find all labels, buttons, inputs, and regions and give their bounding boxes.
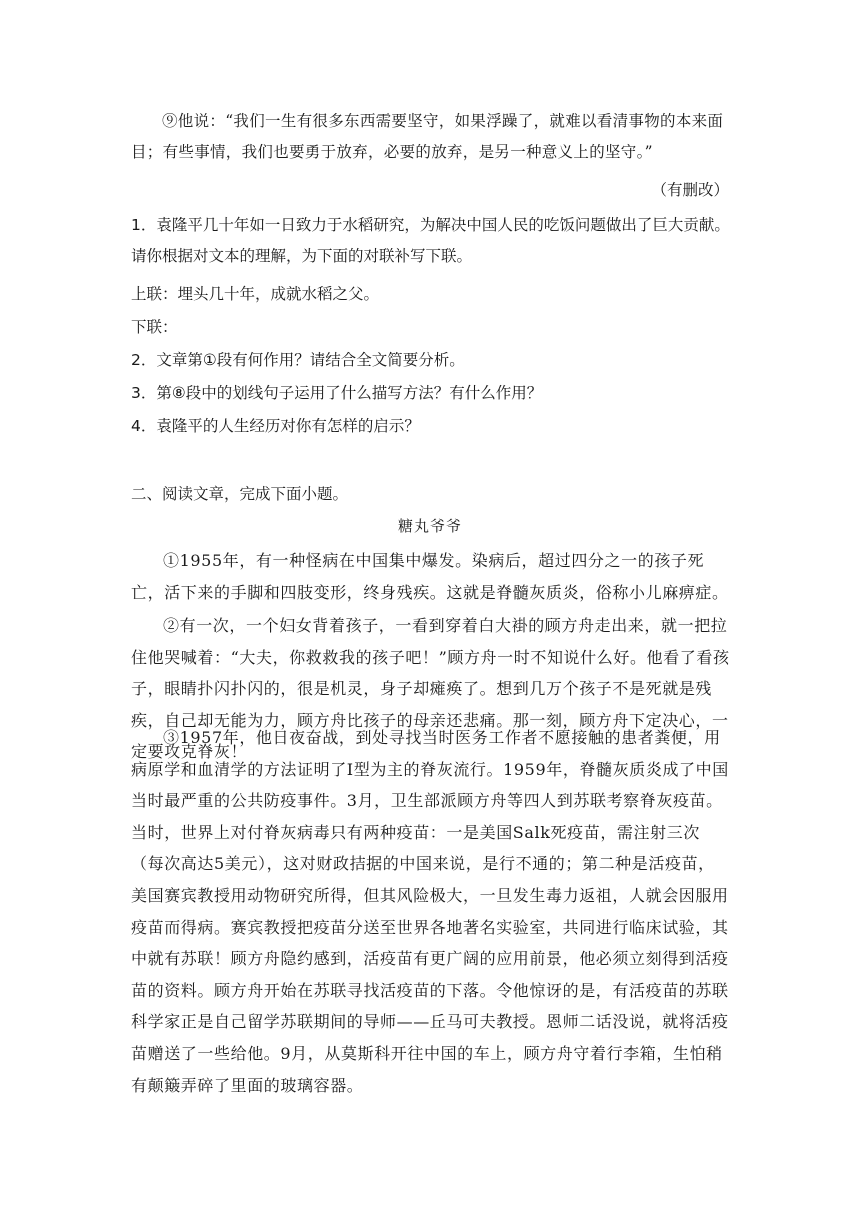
couplet-upper: 上联：埋头几十年，成就水稻之父。: [131, 285, 380, 303]
question-1: 1．袁隆平几十年如一日致力于水稻研究，为解决中国人民的吃饭问题做出了巨大贡献。请你根据对文本的理解，为下面的对联补写下联。: [131, 216, 730, 265]
question-3: 3．第⑧段中的划线句子运用了什么描写方法？有什么作用？: [131, 384, 543, 402]
article-paragraph-3: ③1957年，他日夜奋战，到处寻找当时医务工作者不愿接触的患者粪便，用病原学和血清学的方法证明了Ⅰ型为主的脊灰流行。1959年，脊髓灰质炎成了中国当时最严重的公共防疫事件。3月，卫生部派顾方舟等四人到苏联考察脊灰疫苗。当时，世界上对付脊灰病毒只有两种疫苗：一是美国Salk死疫苗，需注射三次（每次高达5美元），这对财政拮据的中国来说，是行不通的；第二种是活疫苗，美国赛宾教授用动物研究所得，但其风险极大，一旦发生毒力返祖，人就会因服用疫苗而得病。赛宾教授把疫苗分送至世界各地著名实验室，共同进行临床试验，其中就有苏联！顾方舟隐约感到，活疫苗有更广阔的应用前景，他必须立刻得到活疫苗的资料。顾方舟开始在苏联寻找活疫苗的下落。令他惊讶的是，有活疫苗的苏联科学家正是自己留学苏联期间的导师——丘马可夫教授。恩师二话没说，就将活疫苗赠送了一些给他。9月，从莫斯科开往中国的车上，顾方舟守着行李箱，生怕稍有颠簸弄碎了里面的玻璃容器。: [131, 728, 729, 1095]
section-heading: 二、阅读文章，完成下面小题。: [131, 485, 349, 503]
paragraph-9: ⑨他说：“我们一生有很多东西需要坚守，如果浮躁了，就难以看清事物的本来面目；有些事情，我们也要勇于放弃，必要的放弃，是另一种意义上的坚守。”: [131, 112, 724, 161]
article-paragraph-2: ②有一次，一个妇女背着孩子，一看到穿着白大褂的顾方舟走出来，就一把拉住他哭喊着：“大夫，你救救我的孩子吧！”顾方舟一时不知说什么好。他看了看孩子，眼睛扑闪扑闪的，很是机灵，身子却瘫痪了。想到几万个孩子不是死就是残疾，自己却无能为力，顾方舟比孩子的母亲还悲痛。那一刻，顾方舟下定决心，一定要攻克脊灰！: [131, 616, 730, 762]
article-paragraph-1: ①1955年，有一种怪病在中国集中爆发。染病后，超过四分之一的孩子死亡，活下来的手脚和四肢变形，终身残疾。这就是脊髓灰质炎，俗称小儿麻痹症。: [131, 551, 729, 602]
source-note: （有删改）: [651, 181, 729, 199]
couplet-lower: 下联：: [131, 318, 178, 336]
article-title: 糖丸爷爷: [397, 517, 462, 535]
question-2: 2．文章第①段有何作用？请结合全文简要分析。: [131, 351, 465, 369]
question-4: 4．袁隆平的人生经历对你有怎样的启示？: [131, 417, 420, 435]
